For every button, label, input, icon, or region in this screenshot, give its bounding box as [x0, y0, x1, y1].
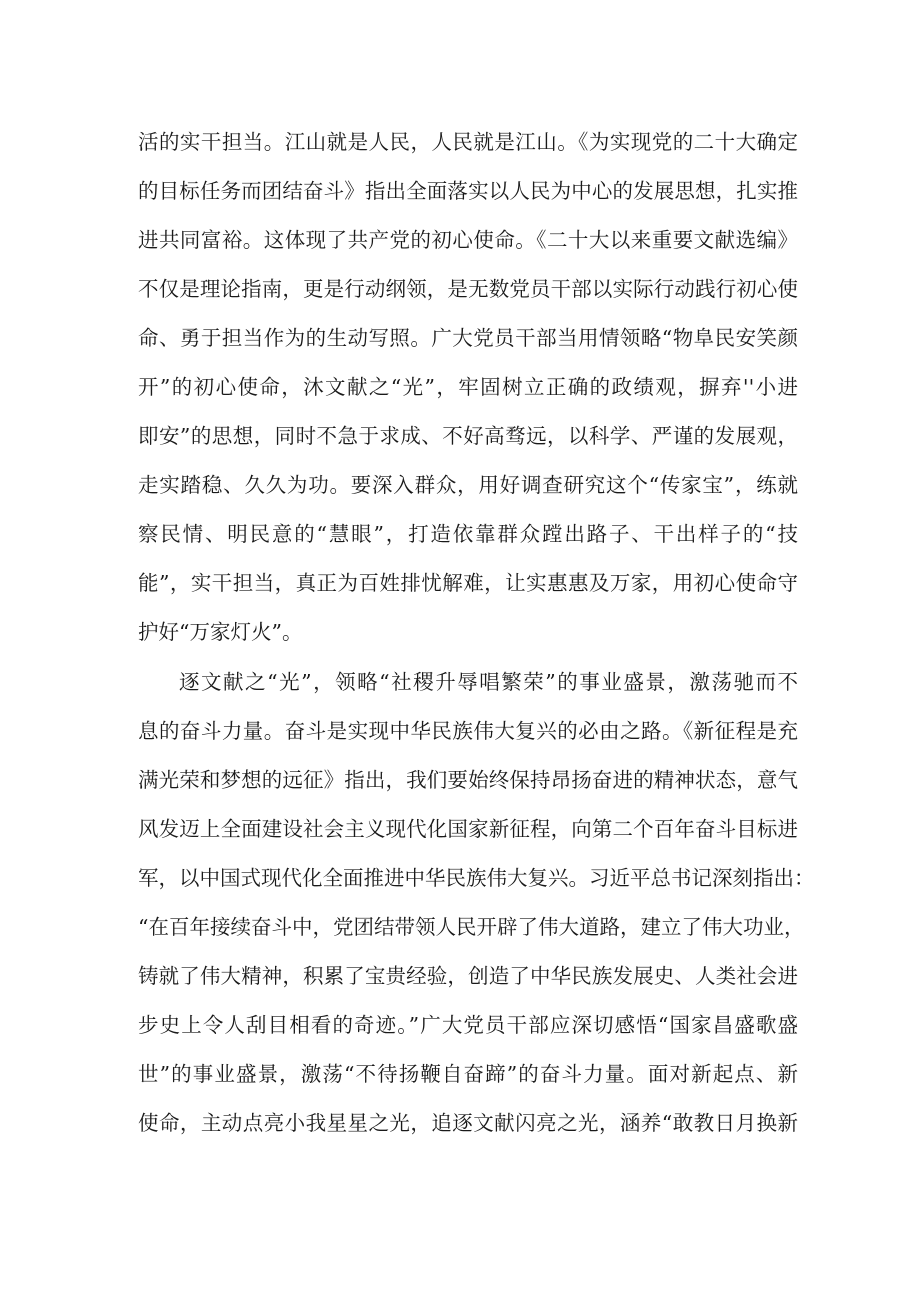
text-line: 命、勇于担当作为的生动写照。广大党员干部当用情领略“物阜民安笑颜 — [138, 326, 798, 350]
text-line: 开”的初心使命，沐文献之“光”，牢固树立正确的政绩观，摒弃''小进 — [138, 375, 798, 399]
text-line-last: 护好“万家灯火”。 — [138, 620, 303, 644]
text-line: 使命，主动点亮小我星星之光，追逐文献闪亮之光，涵养“敢教日月换新 — [138, 1111, 798, 1135]
text-line: 即安”的思想，同时不急于求成、不好高骛远，以科学、严谨的发展观， — [138, 424, 798, 448]
text-line: 进共同富裕。这体现了共产党的初心使命。《二十大以来重要文献选编》 — [138, 228, 798, 252]
text-line: 的目标任务而团结奋斗》指出全面落实以人民为中心的发展思想，扎实推 — [138, 179, 798, 203]
text-line: 风发迈上全面建设社会主义现代化国家新征程，向第二个百年奋斗目标进 — [138, 817, 798, 841]
text-line: 铸就了伟大精神，积累了宝贵经验，创造了中华民族发展史、人类社会进 — [138, 964, 798, 988]
text-line: “在百年接续奋斗中，党团结带领人民开辟了伟大道路，建立了伟大功业， — [138, 915, 805, 939]
text-line: 步史上令人刮目相看的奇迹。”广大党员干部应深切感悟“国家昌盛歌盛 — [138, 1013, 798, 1037]
text-line: 满光荣和梦想的远征》指出，我们要始终保持昂扬奋进的精神状态，意气 — [138, 768, 798, 792]
text-line: 能”，实干担当，真正为百姓排忧解难，让实惠惠及万家，用初心使命守 — [138, 571, 798, 595]
text-line-first-indented: 逐文献之“光”，领略“社稷升辱唱繁荣”的事业盛景，激荡驰而不 — [179, 670, 798, 694]
paragraph-2 — [138, 658, 815, 1148]
text-line: 息的奋斗力量。奋斗是实现中华民族伟大复兴的必由之路。《新征程是充 — [138, 719, 798, 743]
text-line: 走实踏稳、久久为功。要深入群众，用好调查研究这个“传家宝”，练就 — [138, 473, 798, 497]
text-line: 不仅是理论指南，更是行动纲领，是无数党员干部以实际行动践行初心使 — [138, 277, 798, 301]
text-line: 世”的事业盛景，激荡“不待扬鞭自奋蹄”的奋斗力量。面对新起点、新 — [138, 1062, 798, 1086]
text-line: 活的实干担当。江山就是人民，人民就是江山。《为实现党的二十大确定 — [138, 130, 798, 154]
text-line: 军，以中国式现代化全面推进中华民族伟大复兴。习近平总书记深刻指出： — [138, 866, 815, 890]
paragraph-1 — [138, 118, 798, 657]
text-line: 察民情、明民意的“慧眼”，打造依靠群众蹚出路子、干出样子的“技 — [138, 522, 798, 546]
